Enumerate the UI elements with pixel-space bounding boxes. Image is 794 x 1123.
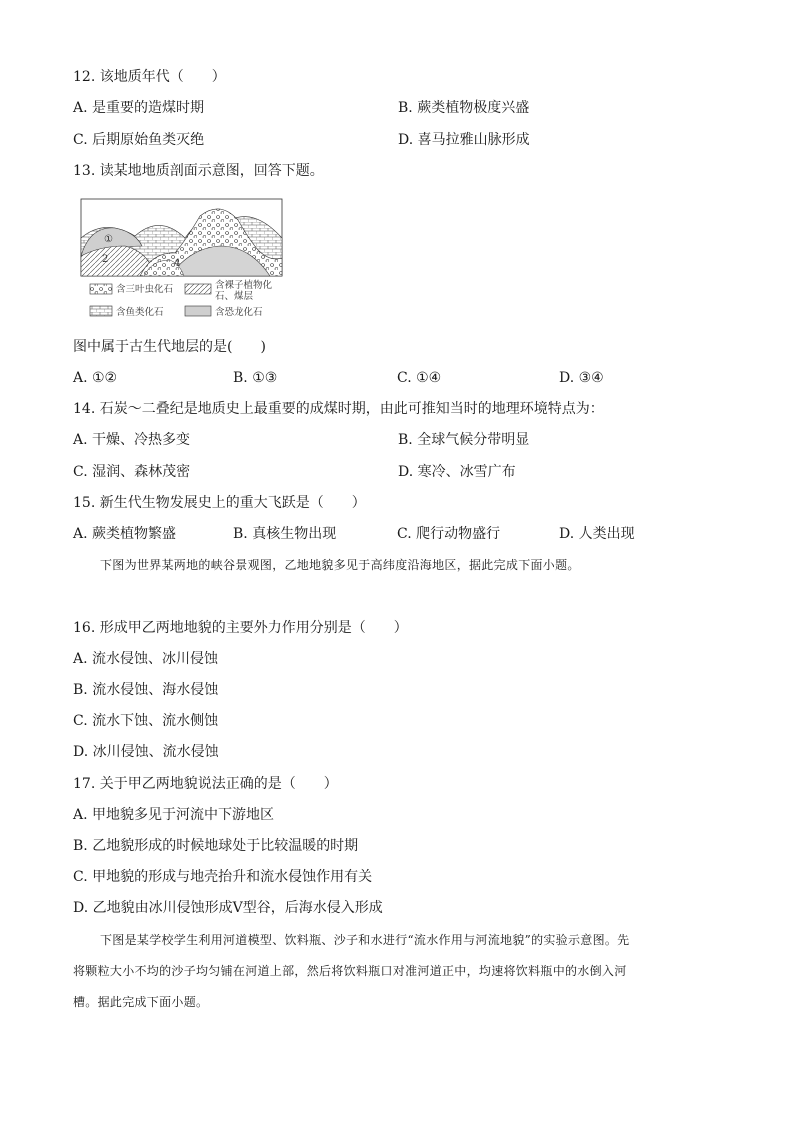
legend-gymnosperm-1: 含裸子植物化 [215,280,273,291]
intro-18-line-1: 下图是某学校学生利用河道模型、饮料瓶、沙子和水进行“流水作用与河流地貌”的实验示意图。先 [100,933,630,947]
q13-option-d: D. ③④ [559,370,604,386]
q16-option-b: B. 流水侵蚀、海水侵蚀 [73,682,219,698]
geological-section-figure [80,198,285,322]
q12-option-b: B. 蕨类植物极度兴盛 [398,100,530,116]
q14-option-b: B. 全球气候分带明显 [398,432,530,448]
q17-stem: 17. 关于甲乙两地貌说法正确的是（ ） [73,776,338,792]
q15-stem: 15. 新生代生物发展史上的重大飞跃是（ ） [73,495,366,511]
layer-label-2: 2 [102,254,109,265]
q17-option-b: B. 乙地貌形成的时候地球处于比较温暖的时期 [73,838,359,854]
legend-trilobite: 含三叶虫化石 [116,284,174,295]
q14-option-d: D. 寒冷、冰雪广布 [398,464,516,480]
q14-option-c: C. 湿润、森林茂密 [73,464,191,480]
q16-stem: 16. 形成甲乙两地地貌的主要外力作用分别是（ ） [73,620,408,636]
intro-16-17: 下图为世界某两地的峡谷景观图，乙地地貌多见于高纬度沿海地区，据此完成下面小题。 [100,558,580,572]
layer-label-1: ① [104,234,113,245]
legend-dinosaur: 含恐龙化石 [215,307,263,318]
q15-option-a: A. 蕨类植物繁盛 [73,526,177,542]
figure-legend [90,279,273,318]
q17-option-a: A. 甲地貌多见于河流中下游地区 [73,807,275,823]
q15-option-b: B. 真核生物出现 [233,526,337,542]
intro-18-line-3: 槽。据此完成下面小题。 [73,995,209,1009]
q16-option-d: D. 冰川侵蚀、流水侵蚀 [73,744,219,760]
q13-option-c: C. ①④ [397,370,442,386]
q15-option-c: C. 爬行动物盛行 [397,526,501,542]
q14-stem: 14. 石炭～二叠纪是地质史上最重要的成煤时期，由此可推知当时的地理环境特点为： [73,401,604,417]
q12-option-c: C. 后期原始鱼类灭绝 [73,132,205,148]
q12-option-d: D. 喜马拉雅山脉形成 [398,132,530,148]
q17-option-d: D. 乙地貌由冰川侵蚀形成V型谷，后海水侵入形成 [73,900,383,916]
q12-option-a: A. 是重要的造煤时期 [73,100,205,116]
q13-option-a: A. ①② [73,370,118,386]
q15-option-d: D. 人类出现 [559,526,635,542]
q12-stem: 12. 该地质年代（ ） [73,69,226,85]
q16-option-a: A. 流水侵蚀、冰川侵蚀 [73,651,219,667]
legend-fish: 含鱼类化石 [116,307,164,318]
legend-gymnosperm-2: 石、煤层 [215,291,254,302]
q14-option-a: A. 干燥、冷热多变 [73,432,191,448]
q13-prompt: 图中属于古生代地层的是( ) [73,339,266,355]
layer-label-4: 4 [174,258,181,269]
q16-option-c: C. 流水下蚀、流水侧蚀 [73,713,219,729]
q13-stem: 13. 读某地地质剖面示意图，回答下题。 [73,163,324,179]
q17-option-c: C. 甲地貌的形成与地壳抬升和流水侵蚀作用有关 [73,869,373,885]
intro-18-line-2: 将颗粒大小不均的沙子均匀铺在河道上部，然后将饮料瓶口对准河道正中，均速将饮料瓶中的水倒入河 [73,964,627,978]
q13-option-b: B. ①③ [233,370,278,386]
